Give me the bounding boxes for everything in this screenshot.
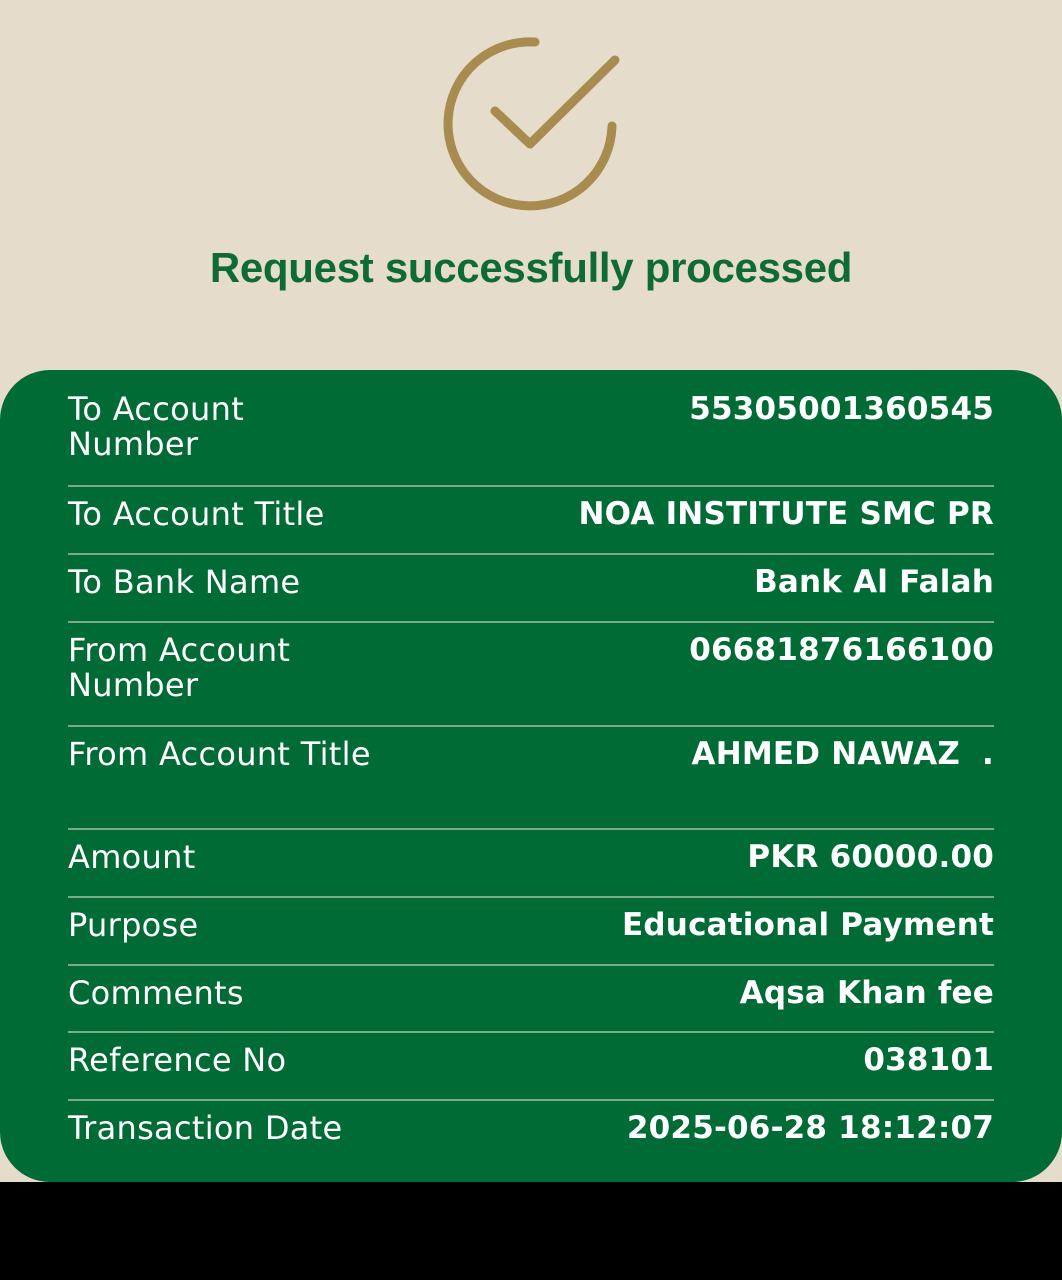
detail-row-amount <box>68 830 994 898</box>
detail-row-transaction-date <box>68 1101 994 1171</box>
detail-value: Educational Payment <box>622 907 994 943</box>
detail-label: Comments <box>68 974 244 1012</box>
detail-label: From Account Number <box>68 631 291 704</box>
detail-row-reference-no <box>68 1033 994 1101</box>
detail-label: Amount <box>68 838 196 876</box>
detail-row-comments <box>68 966 994 1033</box>
bottom-black-area <box>0 1182 1062 1280</box>
detail-row-from-account-number <box>68 623 994 727</box>
detail-label: To Account Title <box>68 495 325 533</box>
detail-value: 038101 <box>863 1042 994 1078</box>
detail-label: From Account Title <box>68 735 371 773</box>
detail-row-purpose <box>68 898 994 966</box>
detail-label: Transaction Date <box>68 1109 343 1147</box>
detail-row-to-bank-name <box>68 555 994 623</box>
page-title: Request successfully processed <box>209 244 853 291</box>
detail-value: Bank Al Falah <box>754 564 994 600</box>
detail-row-from-account-title <box>68 727 994 830</box>
detail-value: Aqsa Khan fee <box>739 975 994 1011</box>
detail-row-to-account-title <box>68 487 994 555</box>
detail-label: To Bank Name <box>68 563 301 601</box>
detail-value: AHMED NAWAZ . <box>691 736 994 772</box>
transaction-details-card <box>0 370 1062 1182</box>
check-circle-icon <box>440 34 622 216</box>
detail-label: Reference No <box>68 1041 287 1079</box>
detail-value: NOA INSTITUTE SMC PR <box>578 496 994 532</box>
detail-row-to-account-number <box>68 370 994 487</box>
detail-value: PKR 60000.00 <box>747 839 994 875</box>
detail-label: Purpose <box>68 906 199 944</box>
detail-label: To Account Number <box>68 390 245 463</box>
detail-value: 55305001360545 <box>689 391 994 427</box>
detail-value: 06681876166100 <box>689 632 994 668</box>
detail-value: 2025-06-28 18:12:07 <box>626 1110 994 1146</box>
